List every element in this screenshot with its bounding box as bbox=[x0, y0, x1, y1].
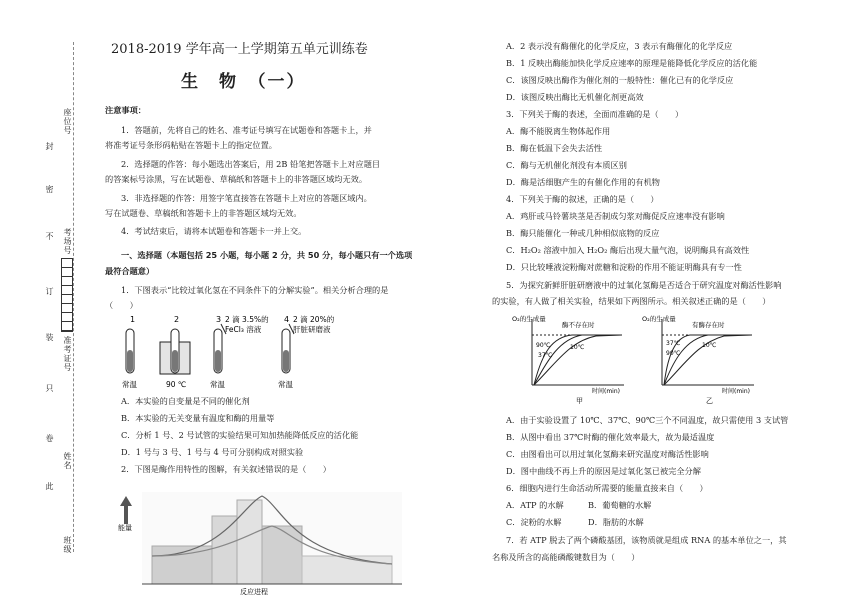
q1-test-tube-figure bbox=[118, 312, 358, 392]
section-heading: 一、选择题（本题包括 25 小题，每小题 2 分，共 50 分，每小题只有一个选项 bbox=[121, 250, 413, 260]
notice-line: 3．非选择题的作答：用签字笔直接答在答题卡上对应的答题区域内。 bbox=[121, 193, 372, 203]
q4-option-c: C．H₂O₂ 溶液中加入 H₂O₂ 酶后出现大量气泡，说明酶具有高效性 bbox=[506, 245, 750, 255]
q2-option-c: C．该图反映出酶作为催化剂的一般特性：催化已有的化学反应 bbox=[506, 75, 734, 85]
right-37c: 37℃ bbox=[666, 340, 681, 347]
left-x-label: 时间(min) bbox=[592, 388, 620, 395]
drop-4-line-a: 2 滴 20%的 bbox=[293, 315, 335, 324]
tube-2-number: 2 bbox=[174, 315, 180, 324]
admission-number-label: 准考证号 bbox=[63, 336, 72, 372]
tube-3-number: 3 bbox=[216, 315, 222, 324]
q1-option-d: D．1 号与 3 号、1 号与 4 号可分别构成对照实验 bbox=[121, 447, 304, 457]
seal-char-6: 只 bbox=[45, 384, 54, 393]
name-label: 姓名 bbox=[63, 452, 72, 470]
right-y-label: O₂的生成量 bbox=[642, 315, 676, 323]
left-37c: 37℃ bbox=[538, 352, 553, 359]
q5-o2-graphs bbox=[512, 313, 772, 405]
right-90c: 90℃ bbox=[666, 350, 681, 357]
condition-3: 常温 bbox=[210, 380, 225, 389]
right-graph-label: 乙 bbox=[706, 397, 713, 405]
seal-char-5: 装 bbox=[45, 333, 54, 342]
seal-char-7: 卷 bbox=[45, 434, 54, 443]
q1-stem-cont: （ ） bbox=[105, 300, 138, 310]
subject-title: 生 物 （一） bbox=[181, 72, 306, 92]
q6-option-b: B．葡萄糖的水解 bbox=[588, 500, 652, 510]
q2-option-b: B．1 反映出酶能加快化学反应速率的原理是能降低化学反应的活化能 bbox=[506, 58, 758, 68]
q5-option-b: B．从图中看出 37℃时酶的催化效率最大，故为最适温度 bbox=[506, 432, 715, 442]
q3-option-d: D．酶是活细胞产生的有催化作用的有机物 bbox=[506, 177, 660, 187]
condition-2: 90 ℃ bbox=[166, 380, 187, 389]
notice-line: 的答案标号涂黑，写在试题卷、草稿纸和答题卡上的非答题区域均无效。 bbox=[105, 174, 368, 184]
right-graph-title: 有酶存在时 bbox=[692, 321, 725, 329]
q7-stem-cont: 名称及所含的高能磷酸键数目为（ ） bbox=[492, 552, 640, 562]
q3-stem: 3．下列关于酶的表述，全面而准确的是（ ） bbox=[506, 109, 684, 119]
q1-stem: 1．下图表示“比较过氧化氢在不同条件下的分解实验”。相关分析合理的是 bbox=[121, 285, 389, 295]
q4-option-a: A．鸡肝或马铃薯块茎是否制成匀浆对酶促反应速率没有影响 bbox=[506, 211, 725, 221]
exam-room-label: 考场号 bbox=[63, 228, 72, 255]
q4-option-b: B．酶只能催化一种或几种相似底物的反应 bbox=[506, 228, 660, 238]
q2-option-a: A．2 表示没有酶催化的化学反应，3 表示有酶催化的化学反应 bbox=[506, 41, 733, 51]
notice-line: 写在试题卷、草稿纸和答题卡上的非答题区域均无效。 bbox=[105, 208, 302, 218]
drop-3-line-a: 2 滴 3.5%的 bbox=[225, 315, 269, 324]
q2-option-d: D．该图反映出酶比无机催化剂更高效 bbox=[506, 92, 644, 102]
q5-option-c: C．由图看出可以用过氧化氢酶来研究温度对酶活性影响 bbox=[506, 449, 709, 459]
seal-char-1: 封 bbox=[45, 142, 54, 151]
q6-stem: 6．细胞内进行生命活动所需要的能量直接来自（ ） bbox=[506, 483, 708, 493]
seat-label: 座位号 bbox=[63, 108, 72, 135]
condition-1: 常温 bbox=[122, 380, 137, 389]
right-10c: 10℃ bbox=[702, 342, 717, 349]
drop-3-line-b: FeCl₃ 溶液 bbox=[225, 325, 262, 334]
seal-char-4: 订 bbox=[45, 287, 54, 296]
left-graph-title: 酶不存在时 bbox=[562, 321, 595, 329]
q5-option-d: D．图中曲线不再上升的原因是过氧化氢已被完全分解 bbox=[506, 466, 701, 476]
class-label: 班级 bbox=[63, 536, 72, 554]
q4-option-d: D．只比较唾液淀粉酶对蔗糖和淀粉的作用不能证明酶具有专一性 bbox=[506, 262, 742, 272]
left-10c: 10℃ bbox=[570, 344, 585, 351]
exam-title: 2018-2019 学年高一上学期第五单元训练卷 bbox=[111, 42, 368, 57]
admission-number-boxes[interactable] bbox=[61, 258, 73, 332]
energy-axis-label: 能量 bbox=[118, 524, 132, 532]
q2-stem: 2．下图是酶作用特性的图解，有关叙述错误的是（ ） bbox=[121, 464, 331, 474]
progress-axis-label: 反应进程 bbox=[240, 588, 268, 596]
q7-stem: 7．若 ATP 脱去了两个磷酸基团，该物质就是组成 RNA 的基本单位之一，其 bbox=[506, 535, 787, 545]
left-y-label: O₂的生成量 bbox=[512, 315, 546, 323]
q5-option-a: A．由于实验设置了 10℃、37℃、90℃三个不同温度，故只需使用 3 支试管 bbox=[506, 415, 789, 425]
tube-4-number: 4 bbox=[284, 315, 290, 324]
seal-char-2: 密 bbox=[45, 185, 54, 194]
condition-4: 常温 bbox=[278, 380, 293, 389]
q1-option-b: B．本实验的无关变量有温度和酶的用量等 bbox=[121, 413, 275, 423]
q1-option-a: A．本实验的自变量是不同的催化剂 bbox=[121, 396, 250, 406]
q6-option-d: D．脂肪的水解 bbox=[588, 517, 644, 527]
left-graph-label: 甲 bbox=[576, 397, 583, 405]
seal-char-3: 不 bbox=[45, 232, 54, 241]
notice-line: 1．答题前，先将自己的姓名、准考证号填写在试题卷和答题卡上，并 bbox=[121, 125, 372, 135]
notice-line: 将准考证号条形码粘贴在答题卡上的指定位置。 bbox=[105, 140, 277, 150]
q6-option-a: A．ATP 的水解 bbox=[506, 500, 564, 510]
right-x-label: 时间(min) bbox=[722, 388, 750, 395]
q3-option-c: C．酶与无机催化剂没有本质区别 bbox=[506, 160, 627, 170]
notice-heading: 注意事项： bbox=[105, 105, 146, 115]
drop-4-line-b: 肝脏研磨液 bbox=[293, 325, 331, 334]
seal-char-8: 此 bbox=[45, 482, 54, 491]
notice-line: 2．选择题的作答：每小题选出答案后，用 2B 铅笔把答题卡上对应题目 bbox=[121, 159, 381, 169]
q1-option-c: C．分析 1 号、2 号试管的实验结果可知加热能降低反应的活化能 bbox=[121, 430, 359, 440]
notice-line: 4．考试结束后，请将本试题卷和答题卡一并上交。 bbox=[121, 226, 307, 236]
q5-stem: 5．为探究新鲜肝脏研磨液中的过氧化氢酶是否适合于研究温度对酶活性影响 bbox=[506, 280, 782, 290]
left-90c: 90℃ bbox=[536, 342, 551, 349]
q3-option-b: B．酶在低温下会失去活性 bbox=[506, 143, 603, 153]
q6-option-c: C．淀粉的水解 bbox=[506, 517, 562, 527]
q2-energy-figure bbox=[112, 486, 412, 596]
q4-stem: 4．下列关于酶的叙述，正确的是（ ） bbox=[506, 194, 659, 204]
q5-stem-cont: 的实验，有人做了相关实验，结果如下两图所示。相关叙述正确的是（ ） bbox=[492, 296, 771, 306]
tube-1-number: 1 bbox=[130, 315, 136, 324]
section-heading-cont: 最符合题意） bbox=[105, 266, 155, 276]
q3-option-a: A．酶不能脱离生物体起作用 bbox=[506, 126, 611, 136]
